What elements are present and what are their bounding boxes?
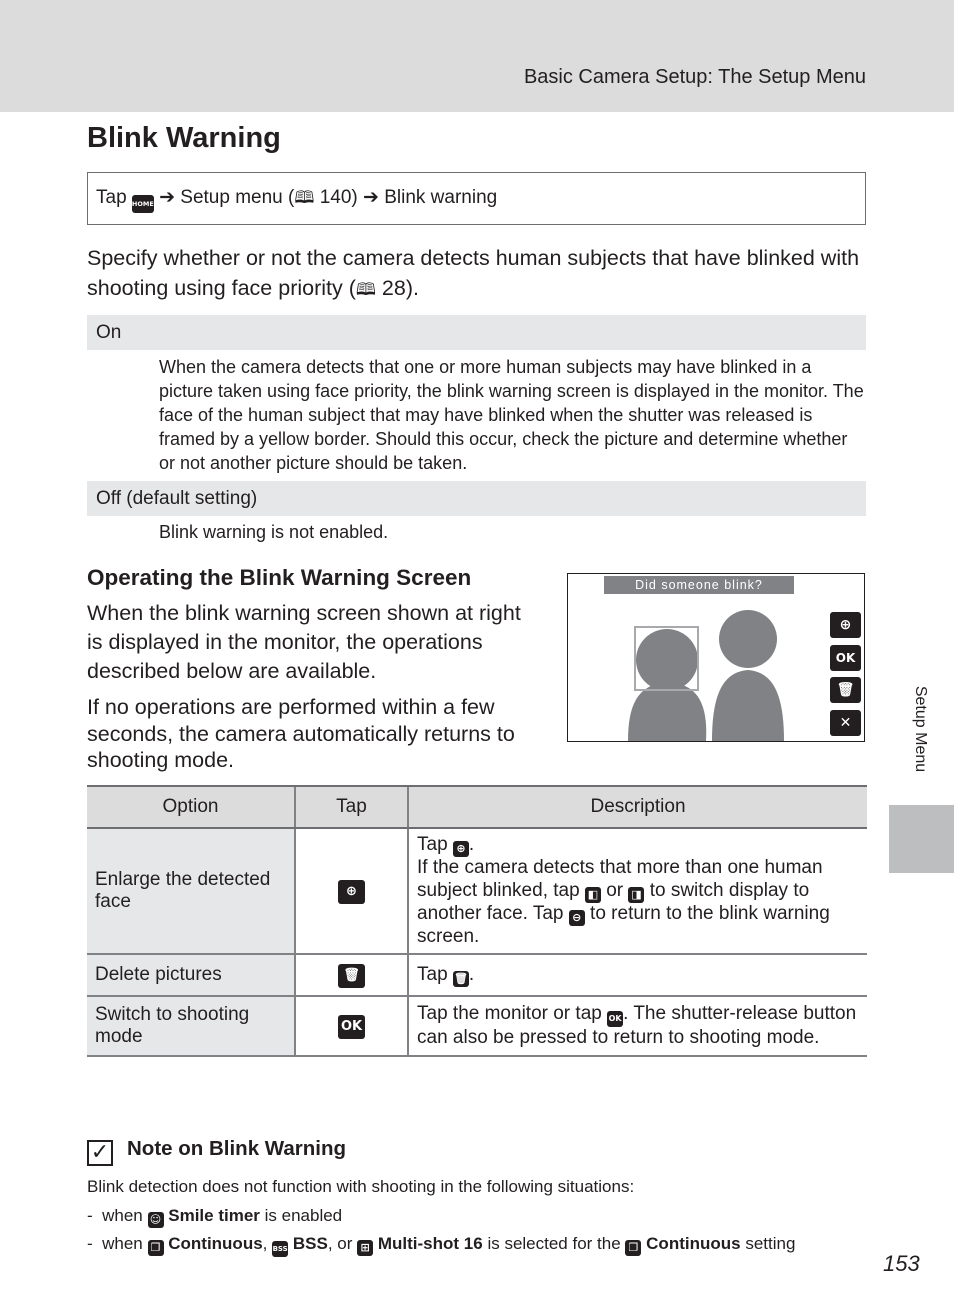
note-item-2	[87, 1233, 795, 1257]
row-description	[408, 828, 867, 954]
menu-path-box	[87, 172, 866, 225]
book-icon: 🕮	[355, 280, 376, 300]
row-option: Switch to shooting mode	[87, 996, 295, 1056]
check-icon: ✓	[87, 1140, 113, 1166]
row-tap	[295, 828, 408, 954]
trash-icon: 🗑	[453, 971, 468, 985]
section-heading: Operating the Blink Warning Screen	[87, 565, 472, 590]
desc-text: Tap the monitor or tap	[417, 1002, 602, 1024]
side-tab	[889, 805, 954, 873]
table-header-row	[87, 786, 867, 828]
book-icon: 🕮	[294, 188, 315, 208]
path-target: Blink warning	[384, 187, 498, 208]
home-icon: HOME	[132, 195, 154, 213]
operating-paragraph-2: If no operations are performed within a few seconds, the camera automatically returns to shooting mode.	[87, 695, 515, 772]
note-text: is selected for the	[487, 1234, 621, 1253]
ok-icon: OK	[607, 1011, 623, 1027]
arrow-icon: ➔	[363, 187, 379, 208]
note-heading: Note on Blink Warning	[127, 1137, 347, 1160]
dash: -	[87, 1234, 93, 1253]
desc-text: If the camera detects that more than one human subject blinked, tap	[417, 857, 823, 901]
note-bold: Continuous	[168, 1234, 263, 1253]
note-bold: Continuous	[646, 1234, 741, 1253]
side-section-label: Setup Menu	[912, 685, 929, 773]
row-tap	[295, 996, 408, 1056]
arrow-icon: ➔	[159, 187, 175, 208]
header-title: Basic Camera Setup: The Setup Menu	[523, 66, 866, 88]
note-text: ,	[262, 1234, 268, 1253]
table-row	[87, 996, 867, 1056]
note-text: is enabled	[264, 1206, 343, 1225]
trash-icon: 🗑	[338, 964, 365, 988]
smile-timer-icon: ☺	[148, 1212, 164, 1228]
person-head-right	[719, 610, 777, 668]
row-option: Delete pictures	[87, 954, 295, 996]
zoom-in-icon: ⊕	[830, 612, 861, 638]
page-number: 153	[883, 1251, 920, 1276]
path-setup-menu: Setup menu (	[180, 187, 295, 208]
option-off-label: Off (default setting)	[87, 481, 866, 516]
person-head-left	[636, 629, 698, 691]
zoom-in-icon: ⊕	[338, 880, 365, 904]
desc-text: or	[606, 879, 624, 901]
row-description	[408, 996, 867, 1056]
faces-illustration	[568, 574, 864, 741]
row-option: Enlarge the detected face	[87, 828, 295, 954]
page-header	[0, 0, 954, 112]
desc-text: Tap	[417, 834, 448, 855]
note-text: when	[102, 1234, 143, 1253]
note-text: setting	[745, 1234, 796, 1253]
desc-text: to return to the blink warning screen.	[417, 902, 830, 947]
intro-page-ref: 28).	[381, 276, 419, 300]
header-tap: Tap	[295, 786, 408, 828]
note-bold: Smile timer	[168, 1206, 260, 1225]
ok-icon: OK	[830, 645, 861, 671]
desc-text: . The shutter-release button can also be pressed to return to shooting mode.	[417, 1002, 857, 1048]
note-item-1	[87, 1205, 342, 1228]
row-tap	[295, 954, 408, 996]
note-heading-block	[87, 1137, 346, 1166]
bss-icon: BSS	[272, 1241, 288, 1257]
note-text: when	[102, 1206, 143, 1225]
note-intro: Blink detection does not function with shooting in the following situations:	[87, 1177, 635, 1196]
multi-shot-icon: ⊞	[357, 1240, 373, 1256]
desc-text: Tap	[417, 963, 448, 985]
note-text: , or	[327, 1234, 353, 1253]
header-description: Description	[408, 786, 867, 828]
zoom-in-icon: ⊕	[453, 841, 469, 857]
blink-warning-label: Did someone blink?	[604, 576, 794, 594]
page-title: Blink Warning	[87, 122, 281, 154]
intro-text: Specify whether or not the camera detects human subjects that have blinked with shooting using face priority (	[87, 246, 860, 300]
close-icon: ✕	[830, 710, 861, 736]
row-description	[408, 954, 867, 996]
dash: -	[87, 1206, 93, 1225]
table-row	[87, 828, 867, 954]
person-body-right	[712, 670, 784, 741]
note-bold: BSS	[292, 1234, 328, 1253]
intro-paragraph	[87, 243, 877, 305]
option-off-description: Blink warning is not enabled.	[159, 522, 389, 542]
trash-icon: 🗑	[830, 677, 861, 703]
continuous-icon: ❐	[148, 1240, 164, 1256]
ok-icon: OK	[338, 1015, 365, 1039]
desc-text: .	[468, 963, 475, 985]
path-page-ref: 140)	[319, 187, 358, 208]
blink-warning-screen-illustration	[567, 573, 865, 742]
continuous-icon: ❐	[625, 1240, 641, 1256]
table-row	[87, 954, 867, 996]
next-face-icon: ◨	[628, 887, 644, 903]
desc-text: to switch display to another face. Tap	[417, 879, 810, 924]
option-on-label: On	[87, 315, 866, 350]
operating-paragraph-1: When the blink warning screen shown at right is displayed in the monitor, the operations described below are available.	[87, 601, 521, 683]
path-tap-text: Tap	[96, 187, 127, 208]
option-on-description: When the camera detects that one or more human subjects may have blinked in a picture taken using face priority, the blink warning screen is displayed in the monitor. The face of the human subject that may have blinked when the shutter was released is framed by a yellow border. Should this occur, check the picture and determine whether or not another picture should be taken.	[159, 357, 864, 473]
zoom-out-icon: ⊖	[569, 910, 585, 926]
desc-text: .	[468, 834, 475, 855]
operations-table	[87, 785, 867, 1057]
note-bold: Multi-shot 16	[377, 1234, 483, 1253]
header-option: Option	[87, 786, 295, 828]
previous-face-icon: ◧	[585, 887, 601, 903]
